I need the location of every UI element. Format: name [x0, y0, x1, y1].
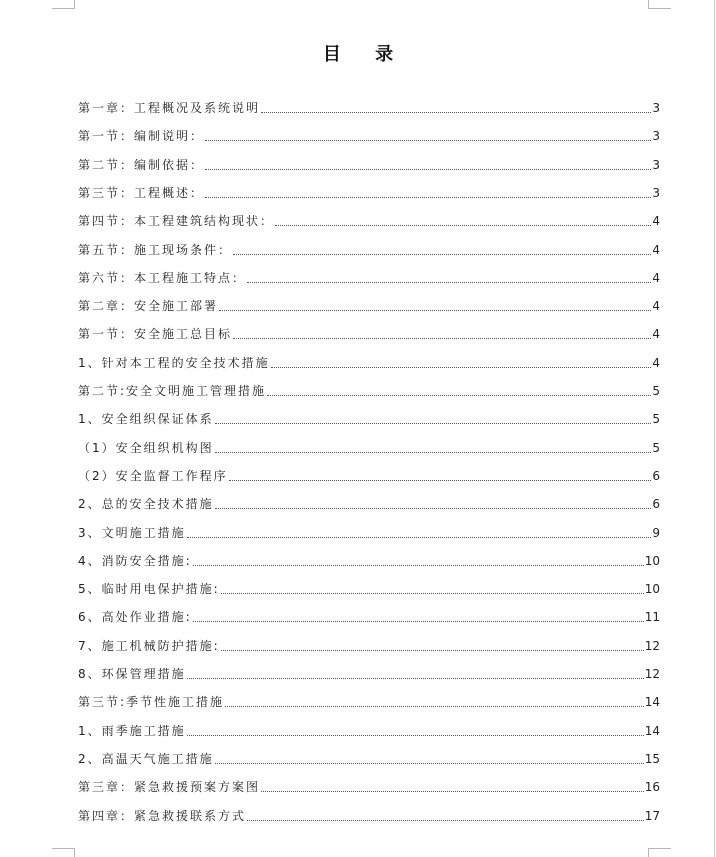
toc-entry-label: 4、消防安全措施: [78, 553, 192, 568]
crop-mark-bottom-left [52, 848, 75, 857]
crop-mark-top-left [52, 0, 75, 9]
toc-entry-page-number: 5 [652, 412, 660, 427]
toc-entry[interactable] [78, 294, 660, 314]
toc-entry[interactable] [78, 577, 660, 597]
toc-entry-label: 第三节：工程概述： [78, 185, 205, 200]
toc-dot-leader [233, 254, 651, 255]
toc-entry-page-number: 10 [644, 582, 660, 597]
toc-entry[interactable] [78, 153, 660, 173]
toc-dot-leader [261, 791, 644, 792]
toc-entry-label: 第四章：紧急救援联系方式 [78, 808, 247, 823]
toc-entry-label: 第二节:安全文明施工管理措施 [78, 384, 267, 398]
toc-entry[interactable] [78, 747, 660, 767]
toc-entry-page-number: 9 [652, 525, 660, 540]
crop-mark-bottom-right [648, 848, 671, 857]
toc-entry[interactable] [78, 492, 660, 512]
toc-entry-page-number: 3 [652, 129, 660, 144]
toc-entry-label: 第六节：本工程施工特点： [78, 270, 247, 285]
toc-entry-label: 第三章：紧急救援预案方案图 [78, 780, 261, 795]
toc-entry[interactable] [78, 775, 660, 795]
toc-entry-page-number: 4 [652, 270, 660, 285]
toc-dot-leader [247, 282, 651, 283]
toc-dot-leader [225, 706, 644, 707]
toc-dot-leader [215, 423, 652, 424]
toc-entry-label: 1、针对本工程的安全技术措施 [78, 355, 270, 370]
toc-entry-label: 6、高处作业措施: [78, 610, 192, 625]
toc-entry-page-number: 5 [652, 440, 660, 455]
toc-entry-page-number: 4 [652, 214, 660, 229]
toc-entry[interactable] [78, 464, 660, 484]
crop-mark-top-right [648, 0, 671, 9]
toc-entry-label: （2）安全监督工作程序 [78, 468, 228, 483]
toc-dot-leader [193, 621, 644, 622]
toc-entry[interactable] [78, 549, 660, 569]
toc-entry[interactable] [78, 436, 660, 456]
toc-dot-leader [187, 678, 644, 679]
toc-entry-label: 第五节：施工现场条件： [78, 242, 233, 257]
toc-entry[interactable] [78, 662, 660, 682]
toc-dot-leader [215, 763, 644, 764]
toc-entry-page-number: 5 [652, 384, 660, 398]
toc-entry-page-number: 4 [652, 242, 660, 257]
toc-dot-leader [187, 735, 644, 736]
toc-entry-page-number: 12 [644, 667, 660, 681]
toc-entry-page-number: 6 [652, 497, 660, 512]
toc-dot-leader [215, 508, 652, 509]
toc-entry-page-number: 10 [644, 553, 660, 568]
toc-entry-label: 2、高温天气施工措施 [78, 751, 214, 766]
toc-entry-label: 7、施工机械防护措施: [78, 638, 220, 653]
toc-entry-label: （1）安全组织机构图 [78, 440, 214, 455]
toc-dot-leader [193, 565, 644, 566]
toc-entry-page-number: 4 [652, 327, 660, 342]
toc-dot-leader [275, 225, 651, 226]
toc-entry-label: 第二章：安全施工部署 [78, 299, 219, 314]
toc-title: 目 录 [322, 44, 408, 65]
toc-dot-leader [233, 338, 651, 339]
toc-entry-label: 1、雨季施工措施 [78, 723, 186, 738]
toc-entry-page-number: 4 [652, 299, 660, 314]
toc-entry-label: 第四节：本工程建筑结构现状： [78, 214, 275, 229]
toc-dot-leader [205, 197, 651, 198]
toc-entry[interactable] [78, 96, 660, 116]
toc-entry[interactable] [78, 124, 660, 144]
toc-entry[interactable] [78, 804, 660, 824]
toc-entry-label: 第三节:季节性施工措施 [78, 695, 225, 710]
toc-dot-leader [205, 169, 651, 170]
toc-entry-label: 第二节：编制依据： [78, 157, 205, 172]
toc-entry-label: 8、环保管理措施 [78, 667, 186, 681]
toc-entry[interactable] [78, 266, 660, 286]
toc-entry[interactable] [78, 605, 660, 625]
toc-entry-label: 3、文明施工措施 [78, 525, 186, 540]
toc-entry-page-number: 12 [644, 638, 660, 653]
toc-entry-label: 2、总的安全技术措施 [78, 497, 214, 512]
toc-entry-page-number: 17 [644, 808, 660, 823]
toc-entry[interactable] [78, 690, 660, 710]
toc-dot-leader [205, 140, 651, 141]
toc-entry-label: 5、临时用电保护措施: [78, 582, 220, 597]
toc-entry-label: 第一节：安全施工总目标 [78, 327, 233, 342]
toc-entry[interactable] [78, 407, 660, 427]
toc-dot-leader [261, 112, 651, 113]
toc-entry[interactable] [78, 181, 660, 201]
toc-dot-leader [221, 593, 644, 594]
toc-entry-page-number: 14 [644, 695, 660, 710]
toc-entry-page-number: 15 [644, 751, 660, 766]
toc-entry-page-number: 4 [652, 355, 660, 370]
toc-entry-page-number: 14 [644, 723, 660, 738]
toc-dot-leader [219, 310, 651, 311]
toc-entry-page-number: 16 [644, 780, 660, 795]
toc-entry[interactable] [78, 351, 660, 371]
toc-dot-leader [229, 480, 652, 481]
toc-entry[interactable] [78, 322, 660, 342]
toc-dot-leader [221, 650, 644, 651]
page-edge [714, 0, 715, 857]
toc-entry[interactable] [78, 238, 660, 258]
toc-entry-label: 1、安全组织保证体系 [78, 412, 214, 427]
toc-entry-page-number: 11 [644, 610, 660, 625]
toc-dot-leader [215, 452, 652, 453]
toc-dot-leader [247, 820, 644, 821]
toc-entry[interactable] [78, 209, 660, 229]
toc-entry-label: 第一节：编制说明： [78, 129, 205, 144]
toc-entry-label: 第一章：工程概况及系统说明 [78, 101, 261, 115]
toc-entry-page-number: 6 [652, 468, 660, 483]
toc-dot-leader [267, 395, 651, 396]
toc-entry[interactable] [78, 521, 660, 541]
toc-dot-leader [271, 367, 652, 368]
toc-entry-page-number: 3 [652, 101, 660, 115]
toc-entry[interactable] [78, 719, 660, 739]
toc-dot-leader [187, 537, 652, 538]
toc-entry[interactable] [78, 634, 660, 654]
toc-entry-page-number: 3 [652, 157, 660, 172]
toc-entry-page-number: 3 [652, 185, 660, 200]
toc-entry[interactable] [78, 379, 660, 399]
